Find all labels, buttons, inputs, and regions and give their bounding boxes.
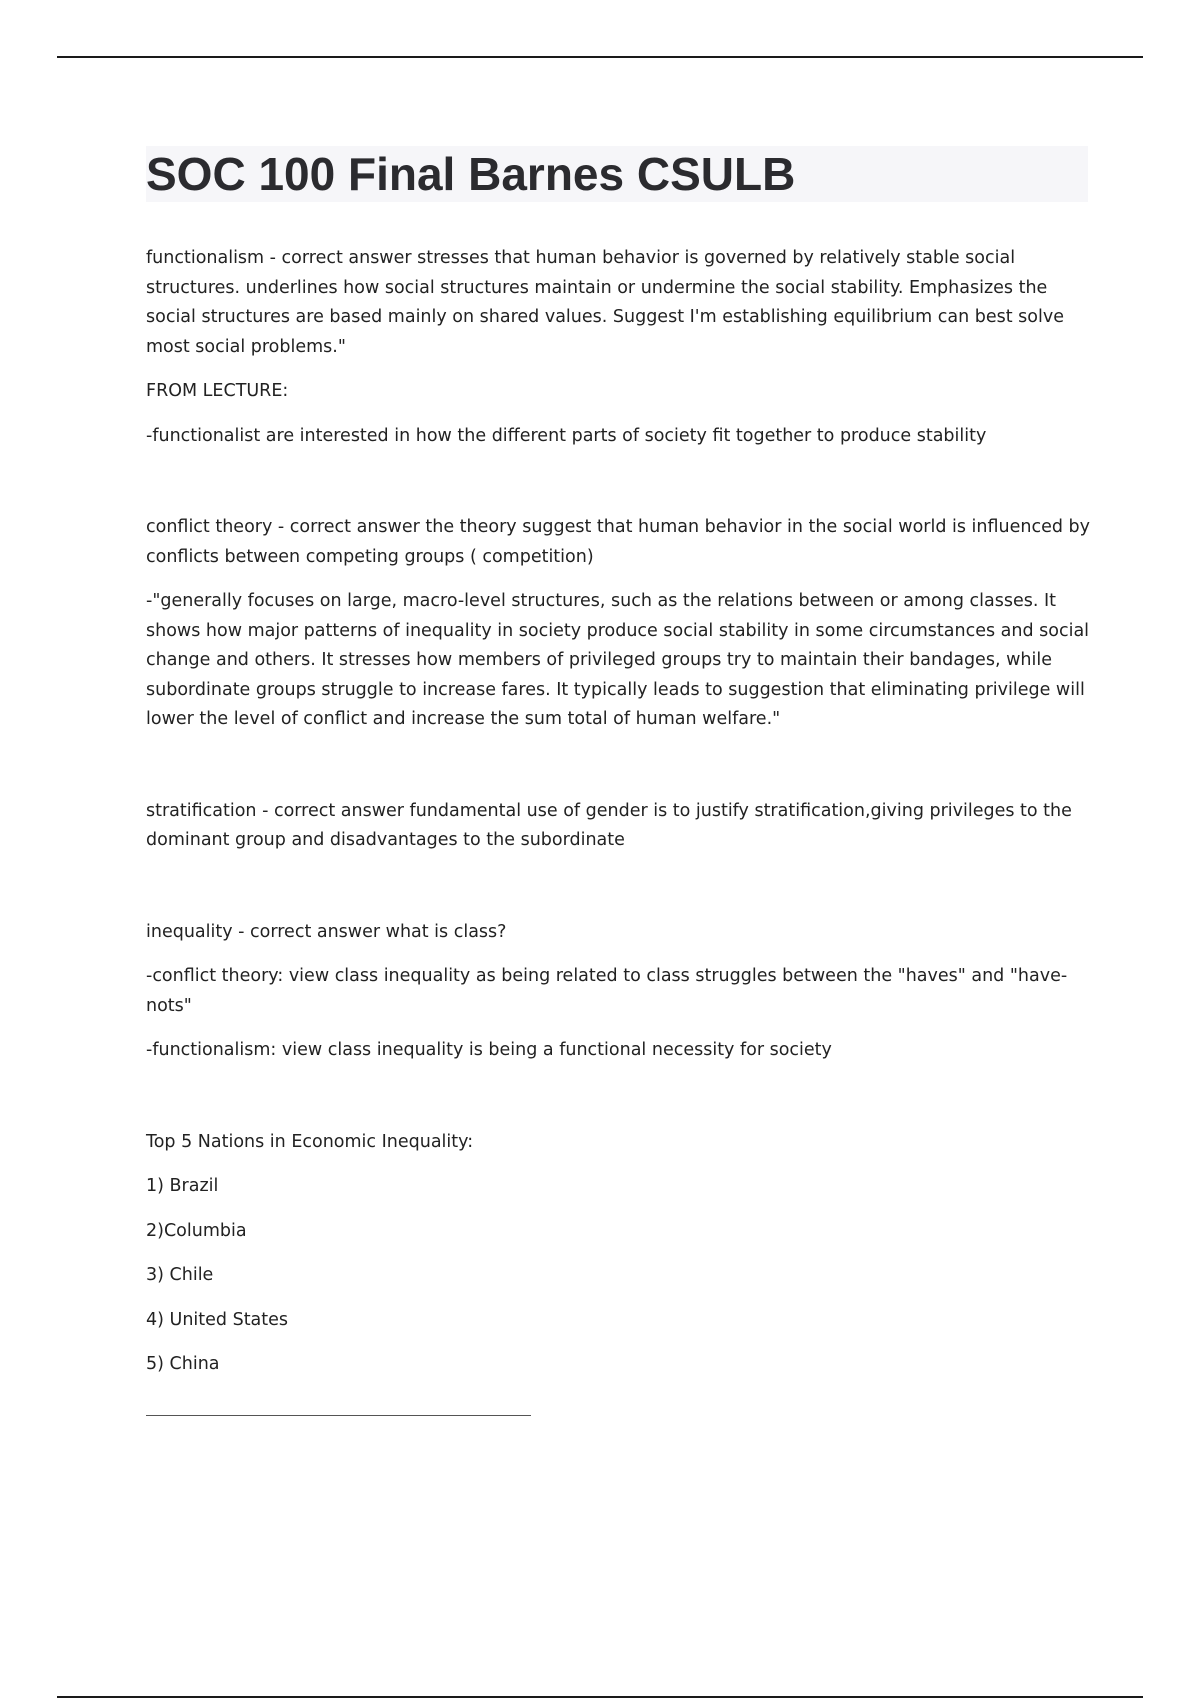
entry-spacer (146, 1081, 1091, 1128)
list-item: 1) Brazil (146, 1176, 219, 1196)
entry-spacer (146, 1395, 1091, 1415)
note-heading: FROM LECTURE: (146, 381, 289, 401)
document-body (146, 244, 1091, 1416)
list-item: 4) United States (146, 1309, 289, 1330)
definition-paragraph: functionalism - correct answer stresses that human behavior is governed by relatively stable social structures. underlines how social structures maintain or undermine the social stability. Emphasizes the social structures are based mainly on shared values. Suggest I'm establishing equilibrium can best solve most social problems." (146, 248, 1064, 357)
definition-paragraph: inequality - correct answer what is class? (146, 921, 507, 942)
definition-paragraph: stratification - correct answer fundamental use of gender is to justify stratification,giving privileges to the dominant group and disadvantages to the subordinate (146, 800, 1072, 850)
list-item: 3) Chile (146, 1265, 214, 1285)
entry-stratification (146, 797, 1091, 856)
note-paragraph: -conflict theory: view class inequality as being related to class struggles between the "haves" and "have-nots" (146, 966, 1068, 1016)
entry-top-nations (146, 1128, 1091, 1380)
entry-functionalism (146, 244, 1091, 451)
entry-spacer (146, 466, 1091, 513)
list-heading: Top 5 Nations in Economic Inequality: (146, 1131, 474, 1152)
definition-paragraph: conflict theory - correct answer the theory suggest that human behavior in the social world is influenced by conflicts between competing groups ( competition) (146, 517, 1091, 567)
document-title: SOC 100 Final Barnes CSULB (146, 148, 796, 200)
entry-inequality (146, 918, 1091, 1066)
list-item: 5) China (146, 1354, 220, 1374)
bottom-rule (57, 1696, 1143, 1698)
top-rule (57, 56, 1143, 58)
separator-line (146, 1415, 531, 1416)
entry-spacer (146, 871, 1091, 918)
note-paragraph: -functionalism: view class inequality is being a functional necessity for society (146, 1040, 832, 1060)
entry-conflict-theory (146, 513, 1091, 735)
note-paragraph: -functionalist are interested in how the different parts of society fit together to produce stability (146, 425, 987, 446)
note-paragraph: -"generally focuses on large, macro-level structures, such as the relations between or among classes. It shows how major patterns of inequality in society produce social stability in some circumstances and social change and others. It stresses how members of privileged groups try to maintain their bandages, while subordinate groups struggle to increase fares. It typically leads to suggestion that eliminating privilege will lower the level of conflict and increase the sum total of human welfare." (146, 591, 1090, 729)
list-item: 2)Columbia (146, 1220, 247, 1241)
entry-spacer (146, 750, 1091, 797)
